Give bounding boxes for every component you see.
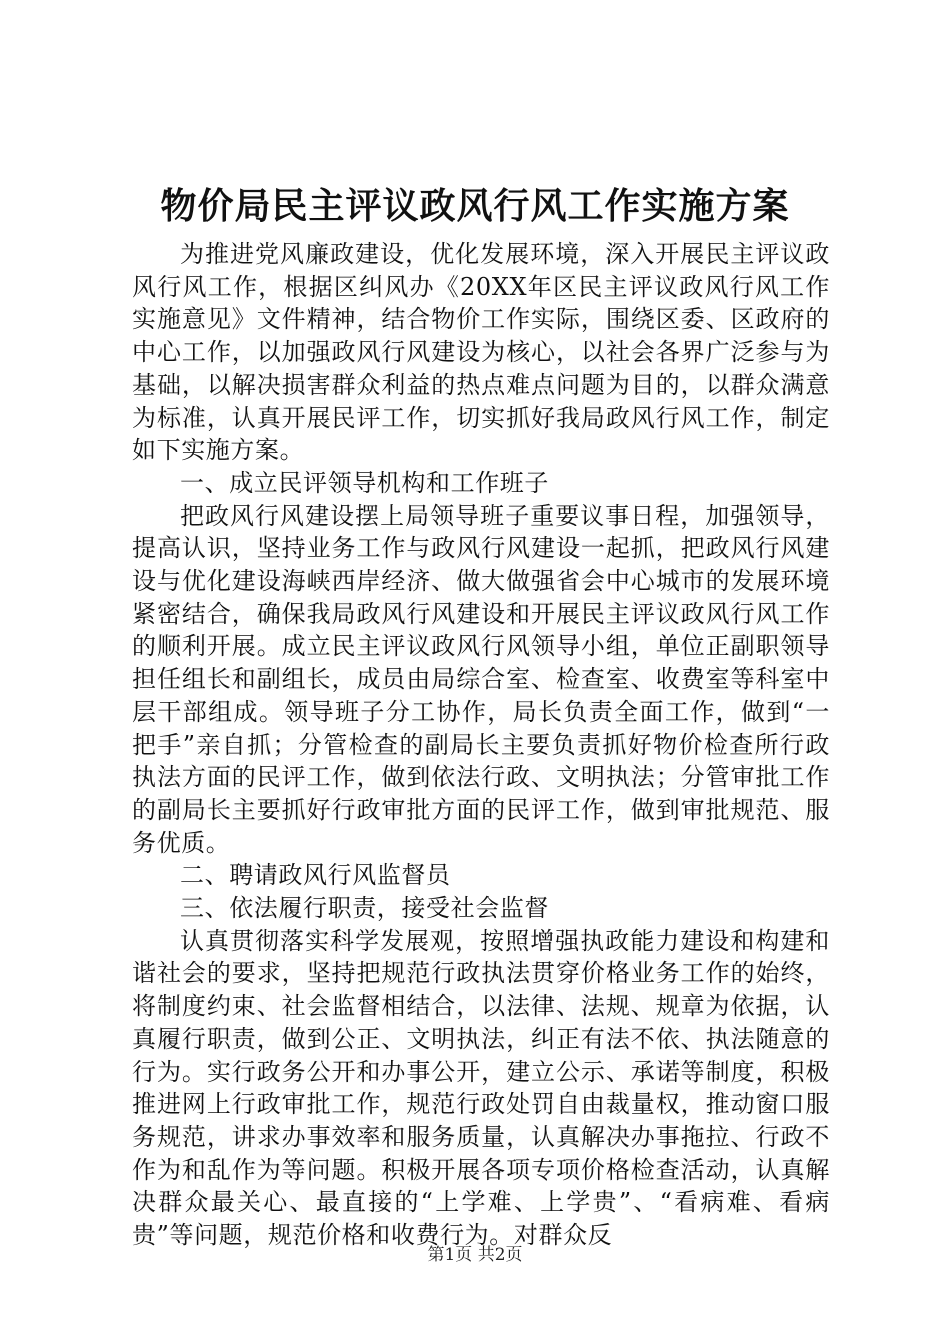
page-footer: 第1页 共2页 [427, 1245, 523, 1265]
section-3-paragraph: 认真贯彻落实科学发展观，按照增强执政能力建设和构建和谐社会的要求，坚持把规范行政执法贯穿价格业务工作的始终，将制度约束、社会监督相结合，以法律、法规、规章为依据，认真履行职责，做到公正、文明执法，纠正有法不依、执法随意的行为。实行政务公开和办事公开，建立公示、承诺等制度，积极推进网上行政审批工作，规范行政处罚自由裁量权，推动窗口服务规范，讲求办事效率和服务质量，认真解决办事拖拉、行政不作为和乱作为等问题。积极开展各项专项价格检查活动，认真解决群众最关心、最直接的“上学难、上学贵”、“看病难、看病贵”等问题，规范价格和收费行为。对群众反 [132, 926, 830, 1250]
section-heading-3: 三、依法履行职责，接受社会监督 [180, 894, 549, 923]
section-1-paragraph: 把政风行风建设摆上局领导班子重要议事日程，加强领导，提高认识，坚持业务工作与政风行风建设一起抓，把政风行风建设与优化建设海峡西岸经济、做大做强省会中心城市的发展环境紧密结合，确保我局政风行风建设和开展民主评议政风行风工作的顺利开展。成立民主评议政风行风领导小组，单位正副职领导担任组长和副组长，成员由局综合室、检查室、收费室等科室中层干部组成。领导班子分工协作，局长负责全面工作，做到“一把手”亲自抓；分管检查的副局长主要负责抓好物价检查所行政执法方面的民评工作，做到依法行政、文明执法；分管审批工作的副局长主要抓好行政审批方面的民评工作，做到审批规范、服务优质。 [132, 501, 830, 857]
document-title: 物价局民主评议政风行风工作实施方案 [160, 185, 790, 227]
section-heading-2: 二、聘请政风行风监督员 [180, 861, 451, 890]
intro-paragraph: 为推进党风廉政建设，优化发展环境，深入开展民主评议政风行风工作，根据区纠风办《20XX年区民主评议政风行风工作实施意见》文件精神，结合物价工作实际，围绕区委、区政府的中心工作，以加强政风行风建设为核心，以社会各界广泛参与为基础，以解决损害群众利益的热点难点问题为目的，以群众满意为标准，认真开展民评工作，切实抓好我局政风行风工作，制定如下实施方案。 [132, 240, 830, 465]
section-heading-1: 一、成立民评领导机构和工作班子 [180, 468, 549, 497]
document-body [132, 238, 830, 1252]
